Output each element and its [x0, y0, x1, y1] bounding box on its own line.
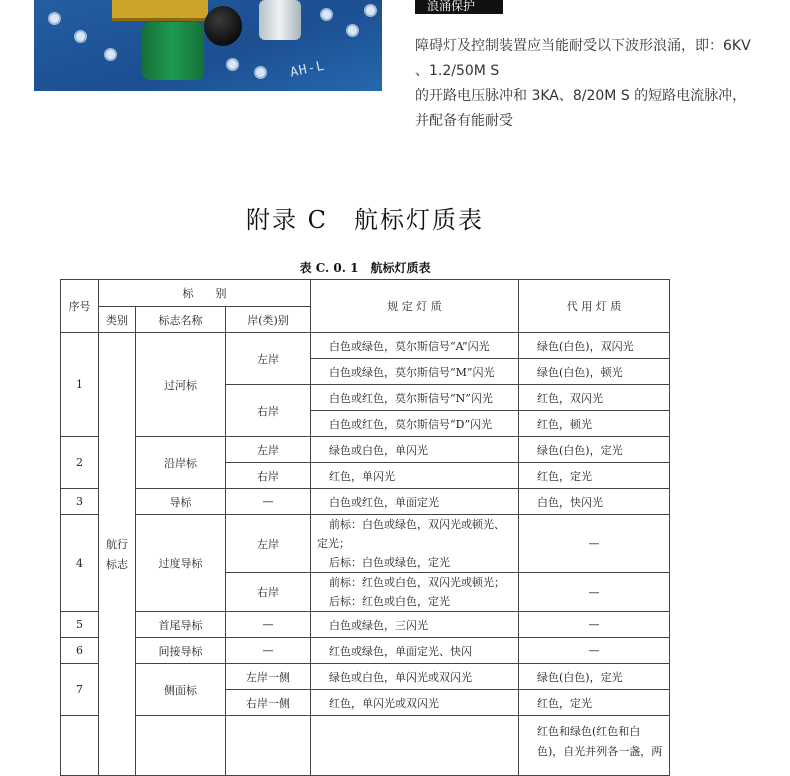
category-label: 航行: [106, 538, 128, 551]
row-no: 7: [61, 664, 99, 716]
spec-line: 前标：白色或绿色，双闪光或顿光、: [329, 518, 505, 531]
pcb-silkscreen: AH-L: [288, 58, 327, 81]
row-no: 1: [61, 333, 99, 437]
header-no: 序号: [61, 280, 99, 333]
specified-light: 红色或绿色，单面定光、快闪: [311, 638, 519, 664]
specified-light: 绿色或白色，单闪光或双闪光: [311, 664, 519, 690]
pcb-hole: [346, 24, 359, 37]
pcb-hole: [226, 58, 239, 71]
black-capacitor: [204, 6, 242, 46]
row-no: 4: [61, 515, 99, 612]
pcb-hole: [74, 30, 87, 43]
row-no: [61, 716, 99, 776]
bank-cell: 右岸一侧: [226, 690, 311, 716]
substitute-light: 红色，定光: [519, 463, 670, 489]
header-category: 类别: [99, 307, 136, 333]
bank-cell: 右岸: [226, 385, 311, 437]
substitute-light: —: [519, 573, 670, 612]
row-no: 5: [61, 612, 99, 638]
header-mark: 标 别: [99, 280, 311, 307]
silver-capacitor: [259, 0, 301, 40]
mark-name: 导标: [136, 489, 226, 515]
bank-cell: 左岸: [226, 333, 311, 385]
specified-light: 红色，单闪光: [311, 463, 519, 489]
substitute-light: —: [519, 515, 670, 573]
substitute-light: 绿色(白色)，定光: [519, 664, 670, 690]
bank-cell: —: [226, 612, 311, 638]
mark-name: 侧面标: [136, 664, 226, 716]
description-line: 的开路电压脉冲和 3KA、8/20M S 的短路电流脉冲，: [415, 88, 747, 104]
header-specified: 规 定 灯 质: [311, 280, 519, 333]
spec-line: 定光；: [317, 537, 350, 550]
header-name: 标志名称: [136, 307, 226, 333]
specified-light: [311, 515, 519, 573]
pcb-hole: [48, 12, 61, 25]
spec-line: 红色和绿色(红色和白: [537, 725, 641, 738]
specified-light: [311, 716, 519, 776]
substitute-light: 白色，快闪光: [519, 489, 670, 515]
section-tag: 浪涌保护: [415, 0, 503, 14]
spec-line: 色)，自光并列各一盏，两: [537, 745, 663, 758]
mark-name: 首尾导标: [136, 612, 226, 638]
table-caption: 表 C. 0. 1 航标灯质表: [299, 261, 431, 275]
spec-line: 前标：红色或白色，双闪光或顿光；: [329, 576, 505, 589]
product-photo: [34, 0, 382, 91]
bank-cell: 左岸一侧: [226, 664, 311, 690]
pcb-hole: [104, 48, 117, 61]
bank-cell: 右岸: [226, 463, 311, 489]
specified-light: 白色或红色，莫尔斯信号“D”闪光: [311, 411, 519, 437]
specified-light: 白色或绿色，莫尔斯信号“A”闪光: [311, 333, 519, 359]
substitute-light: [519, 716, 670, 776]
bank-cell: [226, 716, 311, 776]
substitute-light: —: [519, 638, 670, 664]
specified-light: 白色或绿色，莫尔斯信号“M”闪光: [311, 359, 519, 385]
bank-cell: —: [226, 638, 311, 664]
bank-cell: 右岸: [226, 573, 311, 612]
substitute-light: 红色，顿光: [519, 411, 670, 437]
category-label: 标志: [106, 558, 128, 571]
substitute-light: 绿色(白色)，顿光: [519, 359, 670, 385]
pcb-hole: [320, 8, 333, 21]
specified-light: 白色或红色，莫尔斯信号“N”闪光: [311, 385, 519, 411]
mark-name: 沿岸标: [136, 437, 226, 489]
bank-cell: 左岸: [226, 515, 311, 573]
row-no: 6: [61, 638, 99, 664]
row-no: 2: [61, 437, 99, 489]
mark-name: 过度导标: [136, 515, 226, 612]
bank-cell: 左岸: [226, 437, 311, 463]
header-substitute: 代 用 灯 质: [519, 280, 670, 333]
substitute-light: 红色，双闪光: [519, 385, 670, 411]
mark-name: 过河标: [136, 333, 226, 437]
bank-cell: —: [226, 489, 311, 515]
description-line: 障碍灯及控制装置应当能耐受以下波形浪涌，即：6KV: [415, 38, 751, 54]
description-line: 并配备有能耐受: [415, 113, 513, 129]
pcb-hole: [364, 4, 377, 17]
green-capacitor: [142, 22, 204, 80]
specified-light: 绿色或白色，单闪光: [311, 437, 519, 463]
specified-light: 白色或红色，单面定光: [311, 489, 519, 515]
substitute-light: 红色，定光: [519, 690, 670, 716]
appendix-title: 附录 C 航标灯质表: [246, 206, 484, 234]
transformer-chip: [112, 0, 208, 21]
substitute-light: 绿色(白色)，双闪光: [519, 333, 670, 359]
substitute-light: 绿色(白色)，定光: [519, 437, 670, 463]
specified-light: 白色或绿色，三闪光: [311, 612, 519, 638]
category-cell: [99, 333, 136, 776]
header-bank: 岸(类)别: [226, 307, 311, 333]
spec-line: 后标：红色或白色，定光: [329, 595, 450, 608]
pcb-hole: [254, 66, 267, 79]
navigation-light-table: [60, 279, 670, 776]
specified-light: 红色，单闪光或双闪光: [311, 690, 519, 716]
mark-name: [136, 716, 226, 776]
description: [415, 34, 785, 134]
description-line: 、1.2/50M S: [415, 63, 500, 79]
row-no: 3: [61, 489, 99, 515]
mark-name: 间接导标: [136, 638, 226, 664]
specified-light: [311, 573, 519, 612]
spec-line: 后标：白色或绿色，定光: [329, 556, 450, 569]
substitute-light: —: [519, 612, 670, 638]
